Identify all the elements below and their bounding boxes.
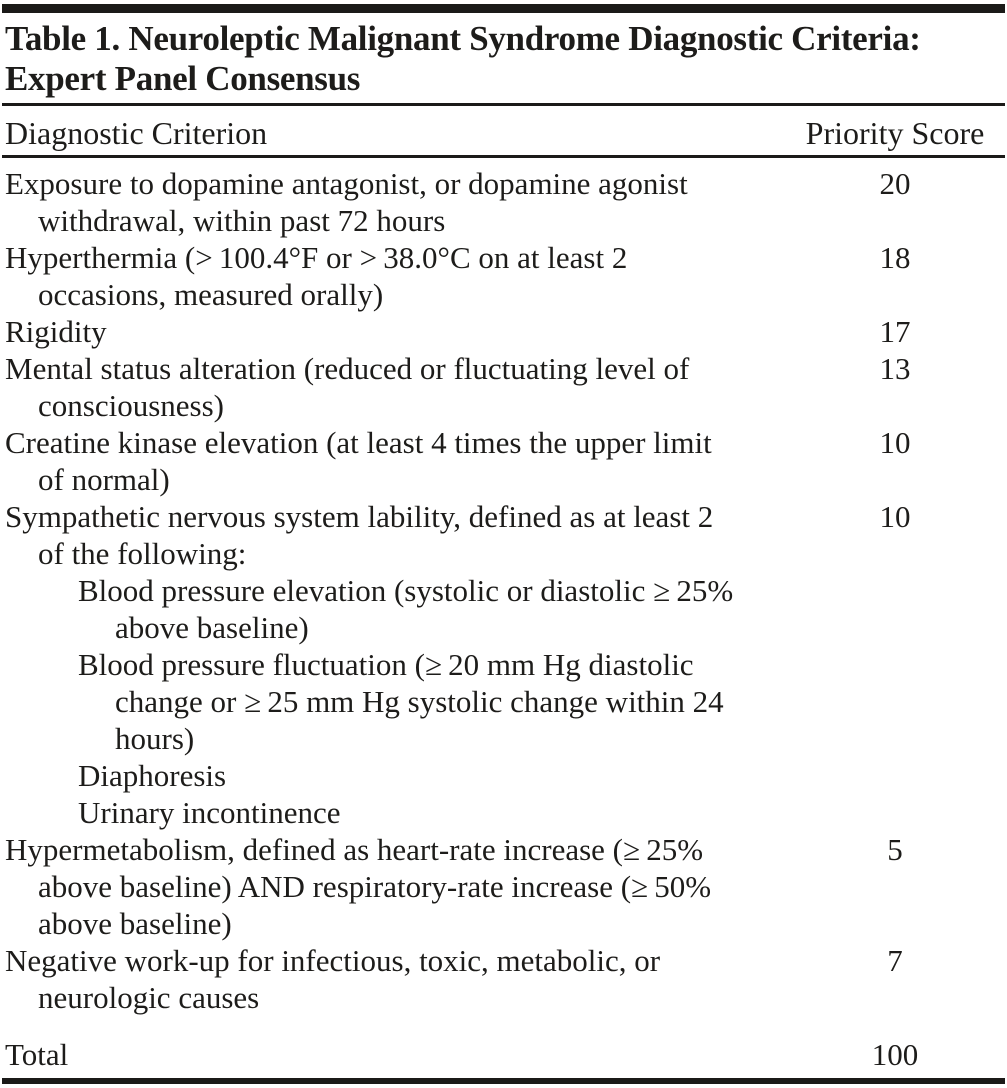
table-body [0, 158, 1007, 1016]
criterion-line: above baseline) [115, 610, 309, 645]
top-thick-rule [2, 4, 1005, 13]
criterion-cell [5, 313, 795, 350]
criterion-line: of the following: [38, 536, 247, 571]
criterion-cell [5, 831, 795, 942]
criterion-line: Mental status alteration (reduced or fluctuating level of [5, 351, 690, 386]
criterion-line: Diaphoresis [78, 758, 227, 793]
criterion-line: Blood pressure elevation (systolic or diastolic ≥ 25% [78, 573, 734, 608]
criterion-line: Negative work-up for infectious, toxic, metabolic, or [5, 943, 661, 978]
priority-score-cell: 10 [879, 425, 911, 460]
table-row [5, 942, 995, 1016]
criterion-line: hours) [115, 721, 195, 756]
score-column-header: Priority Score [805, 115, 985, 151]
column-headers [0, 106, 1007, 155]
criterion-line: Blood pressure fluctuation (≥ 20 mm Hg diastolic [78, 647, 694, 682]
bottom-thick-rule [2, 1078, 1005, 1084]
criterion-line: consciousness) [38, 388, 224, 423]
criterion-line: Sympathetic nervous system lability, defined as at least 2 [5, 499, 714, 534]
criterion-line: above baseline) [38, 906, 232, 941]
priority-score-cell: 7 [887, 943, 903, 978]
criterion-line: occasions, measured orally) [38, 277, 384, 312]
criterion-cell [5, 498, 795, 831]
table-row [5, 498, 995, 831]
criterion-cell [5, 350, 795, 424]
criterion-cell [5, 165, 795, 239]
criterion-cell [5, 239, 795, 313]
criterion-cell [5, 942, 795, 1016]
total-score: 100 [871, 1037, 919, 1072]
priority-score-cell: 10 [879, 499, 911, 534]
criterion-line: Rigidity [5, 314, 107, 349]
table-row [5, 424, 995, 498]
criterion-cell [5, 424, 795, 498]
table-row [5, 313, 995, 350]
criterion-column-header: Diagnostic Criterion [5, 115, 268, 151]
table-row [5, 165, 995, 239]
criterion-line: change or ≥ 25 mm Hg systolic change within 24 [115, 684, 724, 719]
criterion-line: above baseline) AND respiratory-rate increase (≥ 50% [38, 869, 712, 904]
criterion-line: Creatine kinase elevation (at least 4 times the upper limit [5, 425, 712, 460]
priority-score-cell: 20 [879, 166, 911, 201]
table-title-line-1: Table 1. Neuroleptic Malignant Syndrome Diagnostic Criteria: [5, 19, 921, 58]
table-title-line-2: Expert Panel Consensus [5, 59, 361, 98]
priority-score-cell: 5 [887, 832, 903, 867]
table-row [5, 350, 995, 424]
criterion-line: Hyperthermia (> 100.4°F or > 38.0°C on at least 2 [5, 240, 628, 275]
priority-score-cell: 18 [879, 240, 911, 275]
table-row [5, 239, 995, 313]
total-row [0, 1036, 1007, 1073]
criterion-line: Urinary incontinence [78, 795, 341, 830]
criterion-line: neurologic causes [38, 980, 260, 1015]
criterion-line: withdrawal, within past 72 hours [38, 203, 446, 238]
table-row [5, 831, 995, 942]
priority-score-cell: 13 [879, 351, 911, 386]
priority-score-cell: 17 [879, 314, 911, 349]
criterion-line: of normal) [38, 462, 170, 497]
criterion-line: Hypermetabolism, defined as heart-rate increase (≥ 25% [5, 832, 704, 867]
total-label: Total [5, 1037, 69, 1072]
criterion-line: Exposure to dopamine antagonist, or dopamine agonist [5, 166, 688, 201]
table-title [0, 13, 1007, 103]
